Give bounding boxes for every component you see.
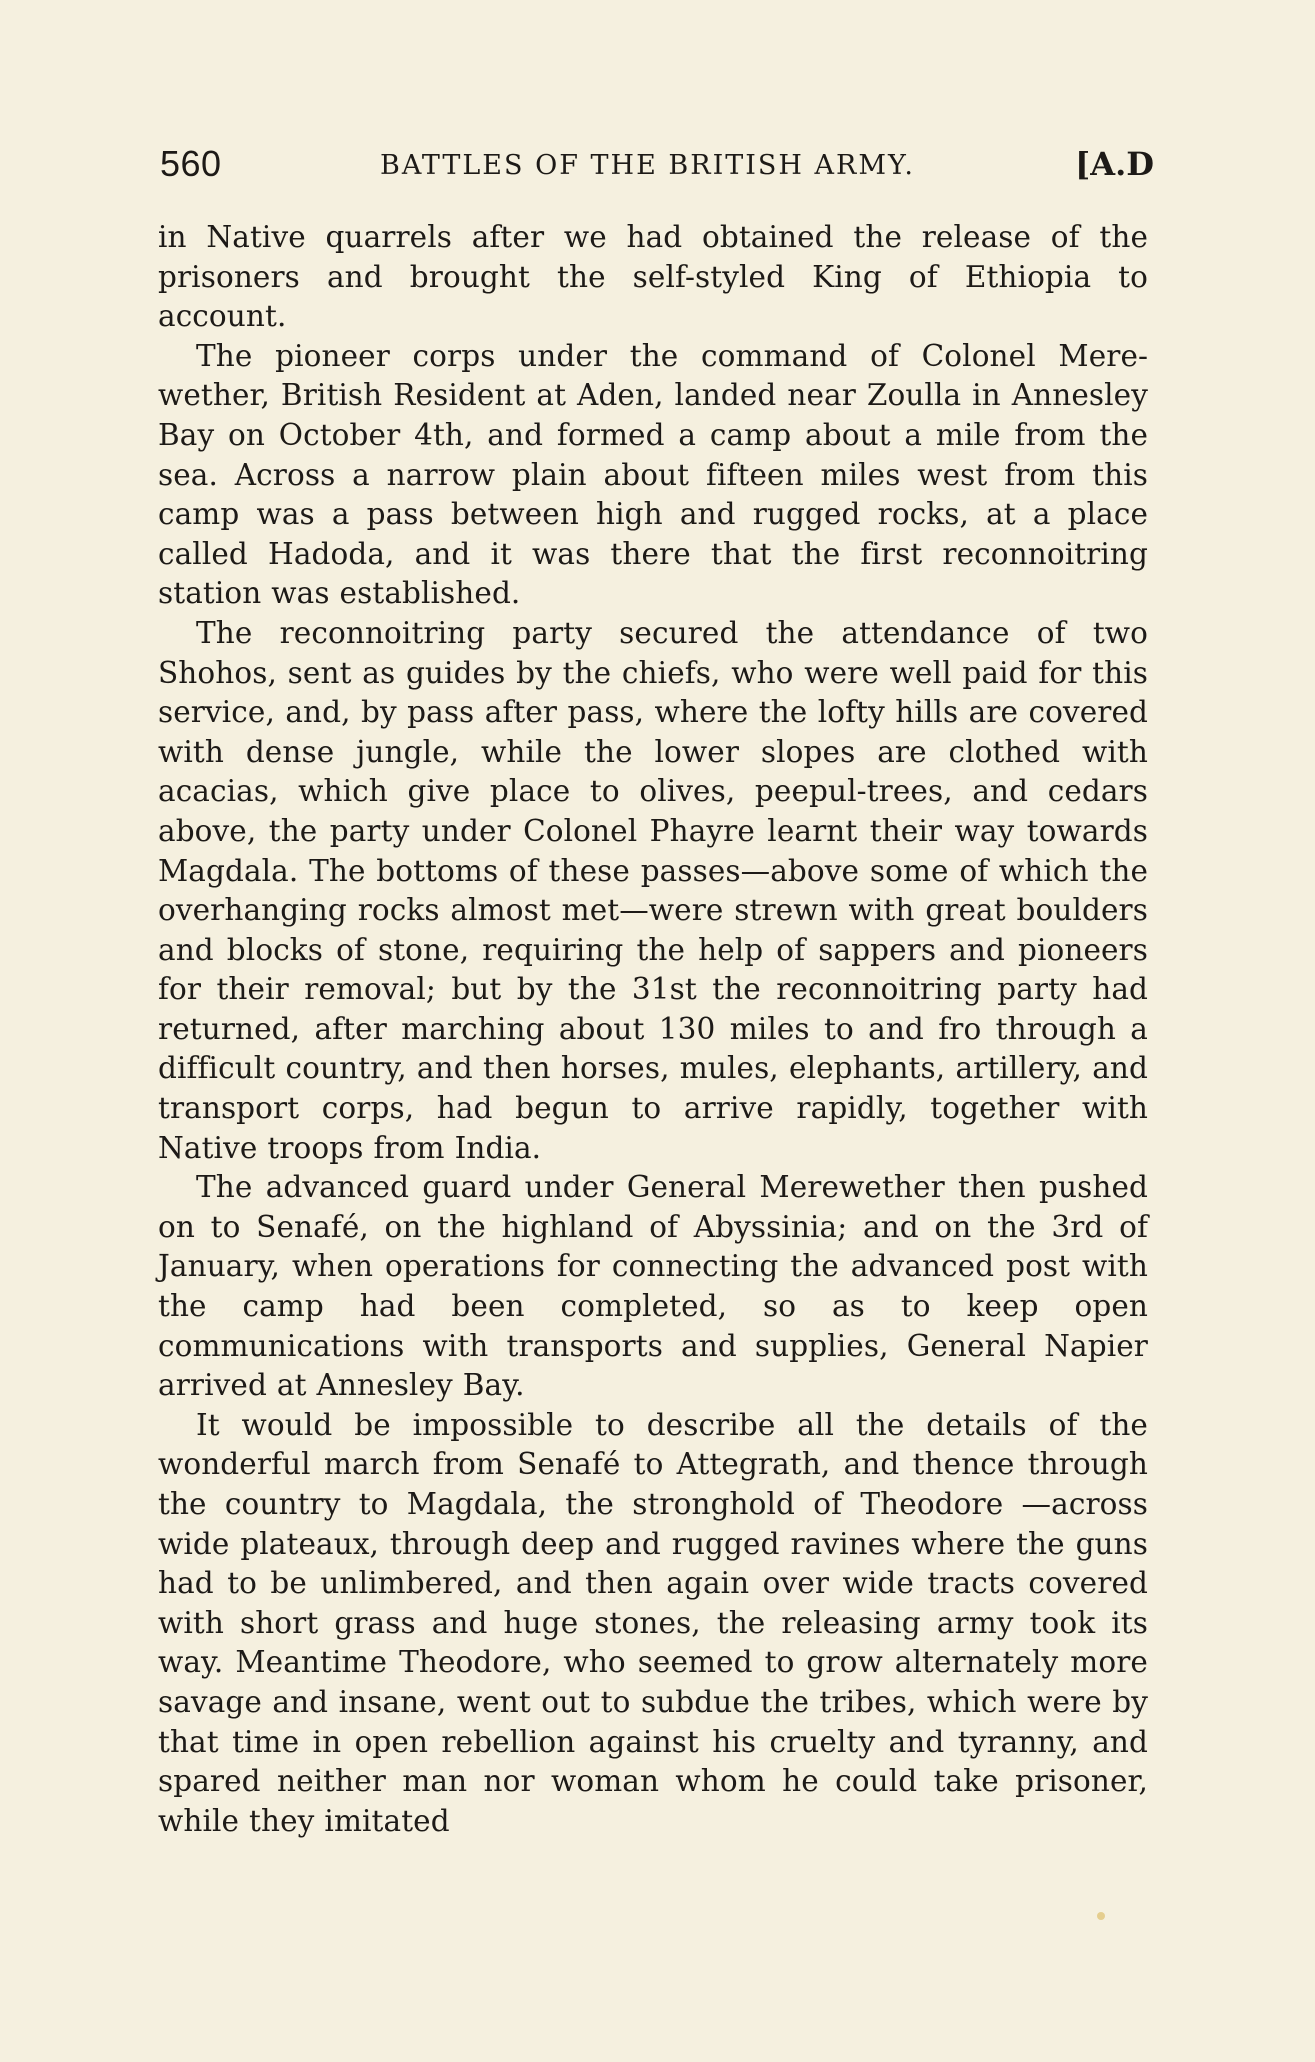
- paragraph-3: The reconnoitring party secured the attendance of two Shohos, sent as guides by the chiefs, who were well paid for this service, and, by pass after pass, where the lofty hills are covered with dense jungle, while the lower slopes are clothed with acacias, which give place to olives, peepul-trees, and cedars above, the party under Colonel Phayre learnt their way towards Magdala. The bottoms of these passes—above some of which the overhanging rocks almost met—were strewn with great boulders and blocks of stone, requiring the help of sappers and pioneers for their removal; but by the 31st the reconnoitring party had returned, after marching about 130 miles to and fro through a difficult country, and then horses, mules, elephants, artillery, and transport corps, had begun to arrive rapidly, together with Native troops from India.: [158, 615, 1148, 1165]
- paragraph-1: in Native quarrels after we had obtained the release of the prisoners and brought the self-styled King of Ethiopia to account.: [158, 220, 1148, 334]
- paragraph-5: It would be impossible to describe all the details of the wonderful march from Senafé to Attegrath, and thence through the country to Magdala, the stronghold of Theodore —across wide plateaux, through deep and rugged ravines where the guns had to be unlimbered, and then again over wide tracts covered with short grass and huge stones, the releasing army took its way. Meantime Theodore, who seemed to grow alternately more savage and insane, went out to subdue the tribes, which were by that time in open rebellion against his cruelty and tyranny, and spared neither man nor woman whom he could take prisoner, while they imitated: [158, 1407, 1148, 1838]
- page-number: 560: [160, 143, 222, 184]
- page-header: [160, 140, 1154, 188]
- paragraph-2: The pioneer corps under the command of Colonel Merewether, British Resident at Aden, landed near Zoulla in Annesley Bay on October 4th, and formed a camp about a mile from the sea. Across a narrow plain about fifteen miles west from this camp was a pass between high and rugged rocks, at a place called Hadoda, and it was there that the first reconnoitring station was established.: [158, 338, 1148, 611]
- section-reference: [A.D: [1075, 145, 1154, 183]
- paragraph-4: The advanced guard under General Merewether then pushed on to Senafé, on the highland of Abyssinia; and on the 3rd of January, when operations for connecting the advanced post with the camp had been completed, so as to keep open communications with transports and supplies, General Napier arrived at Annesley Bay.: [158, 1170, 1148, 1403]
- body-text: [158, 218, 1148, 1841]
- paper-speck: [1097, 1912, 1105, 1920]
- running-title: BATTLES OF THE BRITISH ARMY.: [380, 150, 915, 181]
